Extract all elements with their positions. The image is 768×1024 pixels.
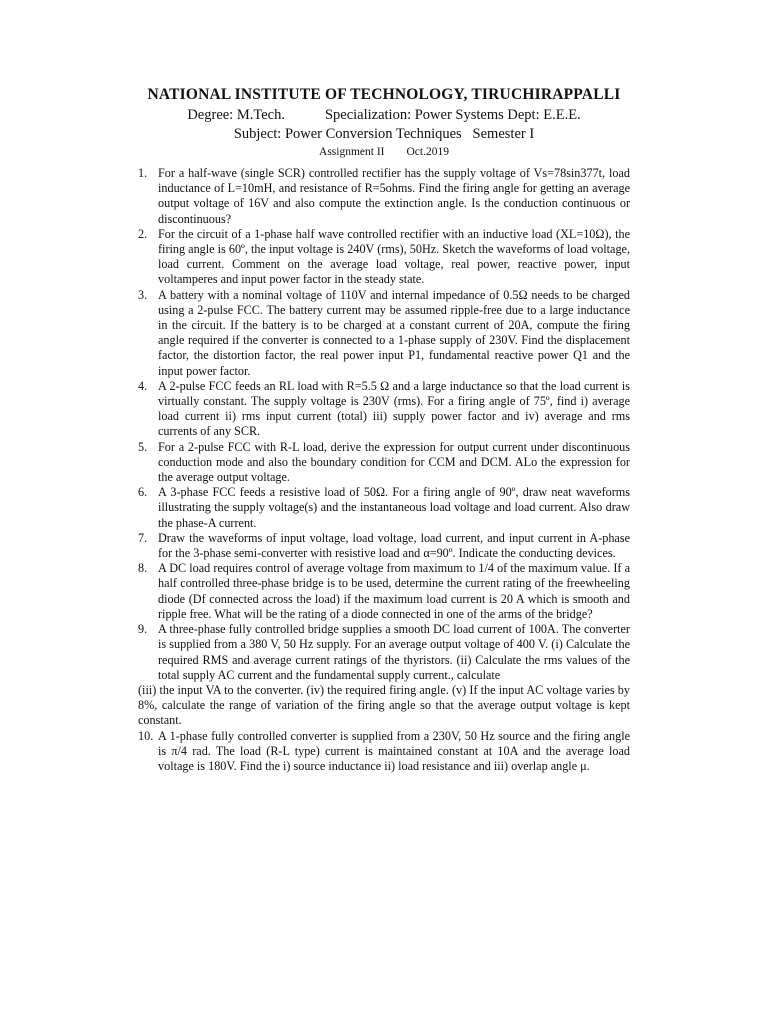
assignment-label: Assignment II: [319, 146, 385, 158]
question-number: 5.: [138, 439, 148, 454]
question-item: [138, 288, 630, 379]
question-number: 2.: [138, 226, 148, 241]
question-item: [138, 166, 630, 227]
question-list: [138, 166, 630, 774]
question-text: For a 2-pulse FCC with R-L load, derive the expression for output current under discontinuous conduction mode and also the boundary condition for CCM and DCM. ALo the expression for the average output voltage.: [158, 439, 630, 485]
question-item: [138, 561, 630, 622]
question-item: [138, 622, 630, 728]
institute-title: NATIONAL INSTITUTE OF TECHNOLOGY, TIRUCHIRAPPALLI: [147, 86, 621, 103]
question-number: 3.: [138, 287, 148, 302]
question-item: [138, 485, 630, 531]
question-text: A DC load requires control of average voltage from maximum to 1/4 of the maximum value. If a half controlled three-phase bridge is to be used, determine the current rating of the freewheeling diode (Df connected across the load) if the maximum load current is 20 A which is smooth and ripple free. What will be the rating of a diode connected in one of the arms of the bridge?: [158, 561, 630, 621]
specialization-label: Specialization: Power Systems Dept: E.E.E.: [324, 107, 581, 123]
question-text: Draw the waveforms of input voltage, load voltage, load current, and input current in A-phase for the 3-phase semi-converter with resistive load and α=90º. Indicate the conducting devices.: [158, 530, 630, 561]
question-number: 10.: [138, 728, 154, 743]
question-text: For a half-wave (single SCR) controlled rectifier has the supply voltage of Vs=78sin377t, load inductance of L=10mH, and resistance of R=5ohms. Find the firing angle for getting an average output voltage of 16V and also compute the extinction angle. Is the conduction continuous or discontinuous?: [158, 166, 630, 226]
question-number: 9.: [138, 622, 148, 637]
question-number: 4.: [138, 378, 148, 393]
question-continuation: (iii) the input VA to the converter. (iv) the required firing angle. (v) If the input AC voltage varies by 8%, calculate the range of variation of the firing angle so that the average output voltage is kept constant.: [138, 682, 630, 728]
question-item: [138, 531, 630, 561]
question-item: [138, 440, 630, 486]
question-item: [138, 379, 630, 440]
assignment-date: Oct.2019: [406, 146, 449, 158]
question-text: A three-phase fully controlled bridge supplies a smooth DC load current of 100A. The converter is supplied from a 380 V, 50 Hz supply. For an average output voltage of 400 V. (i) Calculate the required RMS and average current ratings of the thyristors. (ii) Calculate the rms values of the total supply AC current and the fundamental supply current., calculate: [158, 622, 630, 682]
question-number: 8.: [138, 561, 148, 576]
subject-line: Subject: Power Conversion Techniques Semester I: [233, 126, 535, 142]
degree-line: [0, 107, 768, 124]
document-header: [0, 86, 768, 158]
question-item: [138, 227, 630, 288]
question-number: 1.: [138, 166, 148, 180]
question-text: A 1-phase fully controlled converter is supplied from a 230V, 50 Hz source and the firing angle is π/4 rad. The load (R-L type) current is maintained constant at 10A and the average load voltage is 180V. Find the i) source inductance ii) load resistance and iii) overlap angle μ.: [158, 728, 630, 773]
question-number: 7.: [138, 530, 148, 545]
question-text: A battery with a nominal voltage of 110V and internal impedance of 0.5Ω needs to be charged using a 2-pulse FCC. The battery current may be assumed ripple-free due to a large inductance in the circuit. If the battery is to be charged at a constant current of 20A, compute the firing angle required if the converter is connected to a 1-phase supply of 230V. Find the displacement factor, the distortion factor, the real power input P1, fundamental reactive power Q1 and the input power factor.: [158, 287, 630, 378]
question-item: [138, 729, 630, 775]
question-text: A 3-phase FCC feeds a resistive load of 50Ω. For a firing angle of 90º, draw neat waveforms illustrating the supply voltage(s) and the instantaneous load voltage and load current. Also draw the phase-A current.: [158, 485, 630, 530]
question-text: For the circuit of a 1-phase half wave controlled rectifier with an inductive load (XL=10Ω), the firing angle is 60º, the input voltage is 240V (rms), 50Hz. Sketch the waveforms of load voltage, load current. Comment on the average load voltage, real power, reactive power, input voltamperes and input power factor in the steady state.: [158, 226, 630, 287]
assignment-line: [0, 146, 768, 158]
degree-label: Degree: M.Tech.: [187, 107, 285, 123]
question-number: 6.: [138, 485, 148, 500]
question-text: A 2-pulse FCC feeds an RL load with R=5.5 Ω and a large inductance so that the load current is virtually constant. The supply voltage is 230V (rms). For a firing angle of 75º, find i) average load current ii) rms input current (total) iii) supply power factor and iv) average and rms currents of any SCR.: [158, 378, 630, 439]
